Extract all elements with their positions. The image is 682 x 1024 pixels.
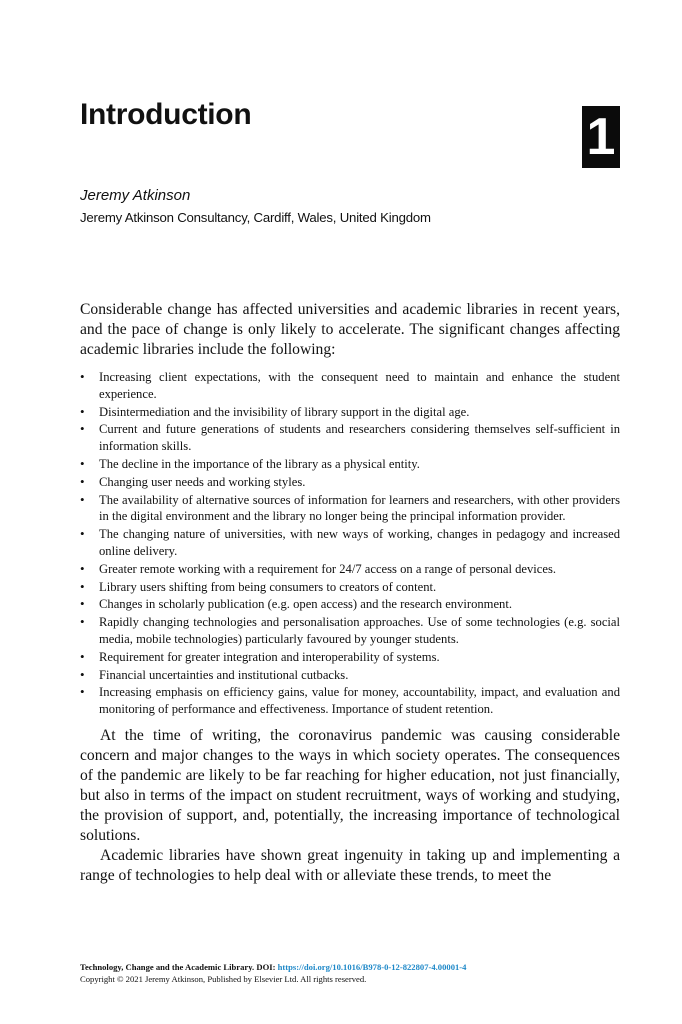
body-paragraph-1: At the time of writing, the coronavirus pandemic was causing considerable concern and major changes to the ways in which society operates. The consequences of the pandemic are likely to be far reaching for higher education, not just financially, but also in terms of the impact on student recruitment, ways of working and studying, the provision of support, and, potentially, the increasing importance of technological solutions. [80, 726, 620, 844]
list-item-text: Current and future generations of students and researchers considering themselves self-sufficient in information skills. [99, 422, 620, 454]
list-item [80, 614, 620, 648]
bullet-marker: • [80, 455, 85, 471]
list-item-text: The decline in the importance of the library as a physical entity. [99, 456, 420, 471]
list-item [80, 667, 620, 684]
list-item-text: Increasing client expectations, with the consequent need to maintain and enhance the student experience. [99, 370, 620, 401]
list-item-text: Requirement for greater integration and interoperability of systems. [99, 649, 440, 664]
bullet-marker: • [80, 473, 85, 489]
list-item-text: The changing nature of universities, with new ways of working, changes in pedagogy and increased online delivery. [99, 527, 620, 558]
bullet-marker: • [80, 648, 85, 664]
bullet-marker: • [80, 596, 85, 612]
bullet-marker: • [80, 666, 85, 682]
author-name: Jeremy Atkinson [80, 187, 191, 204]
bullet-marker: • [80, 491, 85, 507]
bullet-marker: • [80, 684, 85, 700]
list-item-text: Greater remote working with a requirement for 24/7 access on a range of personal devices. [99, 561, 557, 576]
list-item [80, 684, 620, 718]
bullet-marker: • [80, 578, 85, 594]
bullet-marker: • [80, 369, 85, 384]
list-item-text: Rapidly changing technologies and personalisation approaches. Use of some technologies (e.g. social media, mobile technologies) particularly favoured by younger students. [99, 615, 620, 646]
list-item-text: The availability of alternative sources of information for learners and researchers, with other providers in the digital environment and the library no longer being the principal information provider. [99, 492, 620, 524]
list-item [80, 404, 620, 421]
list-item [80, 596, 620, 613]
list-item-text: Changes in scholarly publication (e.g. open access) and the research environment. [99, 597, 512, 612]
list-item [80, 456, 620, 473]
page-footer [80, 961, 620, 985]
chapter-title: Introduction [80, 98, 252, 131]
list-item [80, 649, 620, 666]
chapter-body [80, 300, 620, 886]
bullet-marker: • [80, 614, 85, 630]
footer-citation [80, 961, 620, 973]
list-item [80, 421, 620, 455]
list-item-text: Changing user needs and working styles. [99, 474, 306, 489]
bullet-marker: • [80, 403, 85, 419]
list-item-text: Disintermediation and the invisibility of library support in the digital age. [99, 404, 470, 419]
list-item [80, 474, 620, 491]
list-item-text: Library users shifting from being consumers to creators of content. [99, 579, 437, 594]
list-item [80, 561, 620, 578]
list-item [80, 579, 620, 596]
list-item [80, 526, 620, 560]
list-item [80, 492, 620, 526]
author-affiliation: Jeremy Atkinson Consultancy, Cardiff, Wales, United Kingdom [80, 210, 431, 225]
body-paragraph-2: Academic libraries have shown great ingenuity in taking up and implementing a range of technologies to help deal with or alleviate these trends, to meet the [80, 846, 620, 884]
list-item [80, 369, 620, 403]
bullet-marker: • [80, 526, 85, 542]
footer-doi-label: DOI: [256, 962, 276, 972]
chapter-number-badge: 1 [582, 106, 620, 168]
list-item-text: Financial uncertainties and institutional cutbacks. [99, 667, 349, 682]
doi-link[interactable]: https://doi.org/10.1016/B978-0-12-822807-4.00001-4 [277, 962, 467, 972]
bullet-marker: • [80, 560, 85, 576]
bullet-marker: • [80, 421, 85, 437]
list-item-text: Increasing emphasis on efficiency gains, value for money, accountability, impact, and evaluation and monitoring of performance and effectiveness. Importance of student retention. [99, 685, 620, 717]
footer-book-title: Technology, Change and the Academic Library. [80, 962, 255, 972]
footer-copyright: Copyright © 2021 Jeremy Atkinson, Published by Elsevier Ltd. All rights reserved. [80, 974, 367, 984]
change-factors-list [80, 369, 620, 718]
intro-paragraph: Considerable change has affected universities and academic libraries in recent years, and the pace of change is only likely to accelerate. The significant changes affecting academic libraries include the following: [80, 301, 620, 358]
